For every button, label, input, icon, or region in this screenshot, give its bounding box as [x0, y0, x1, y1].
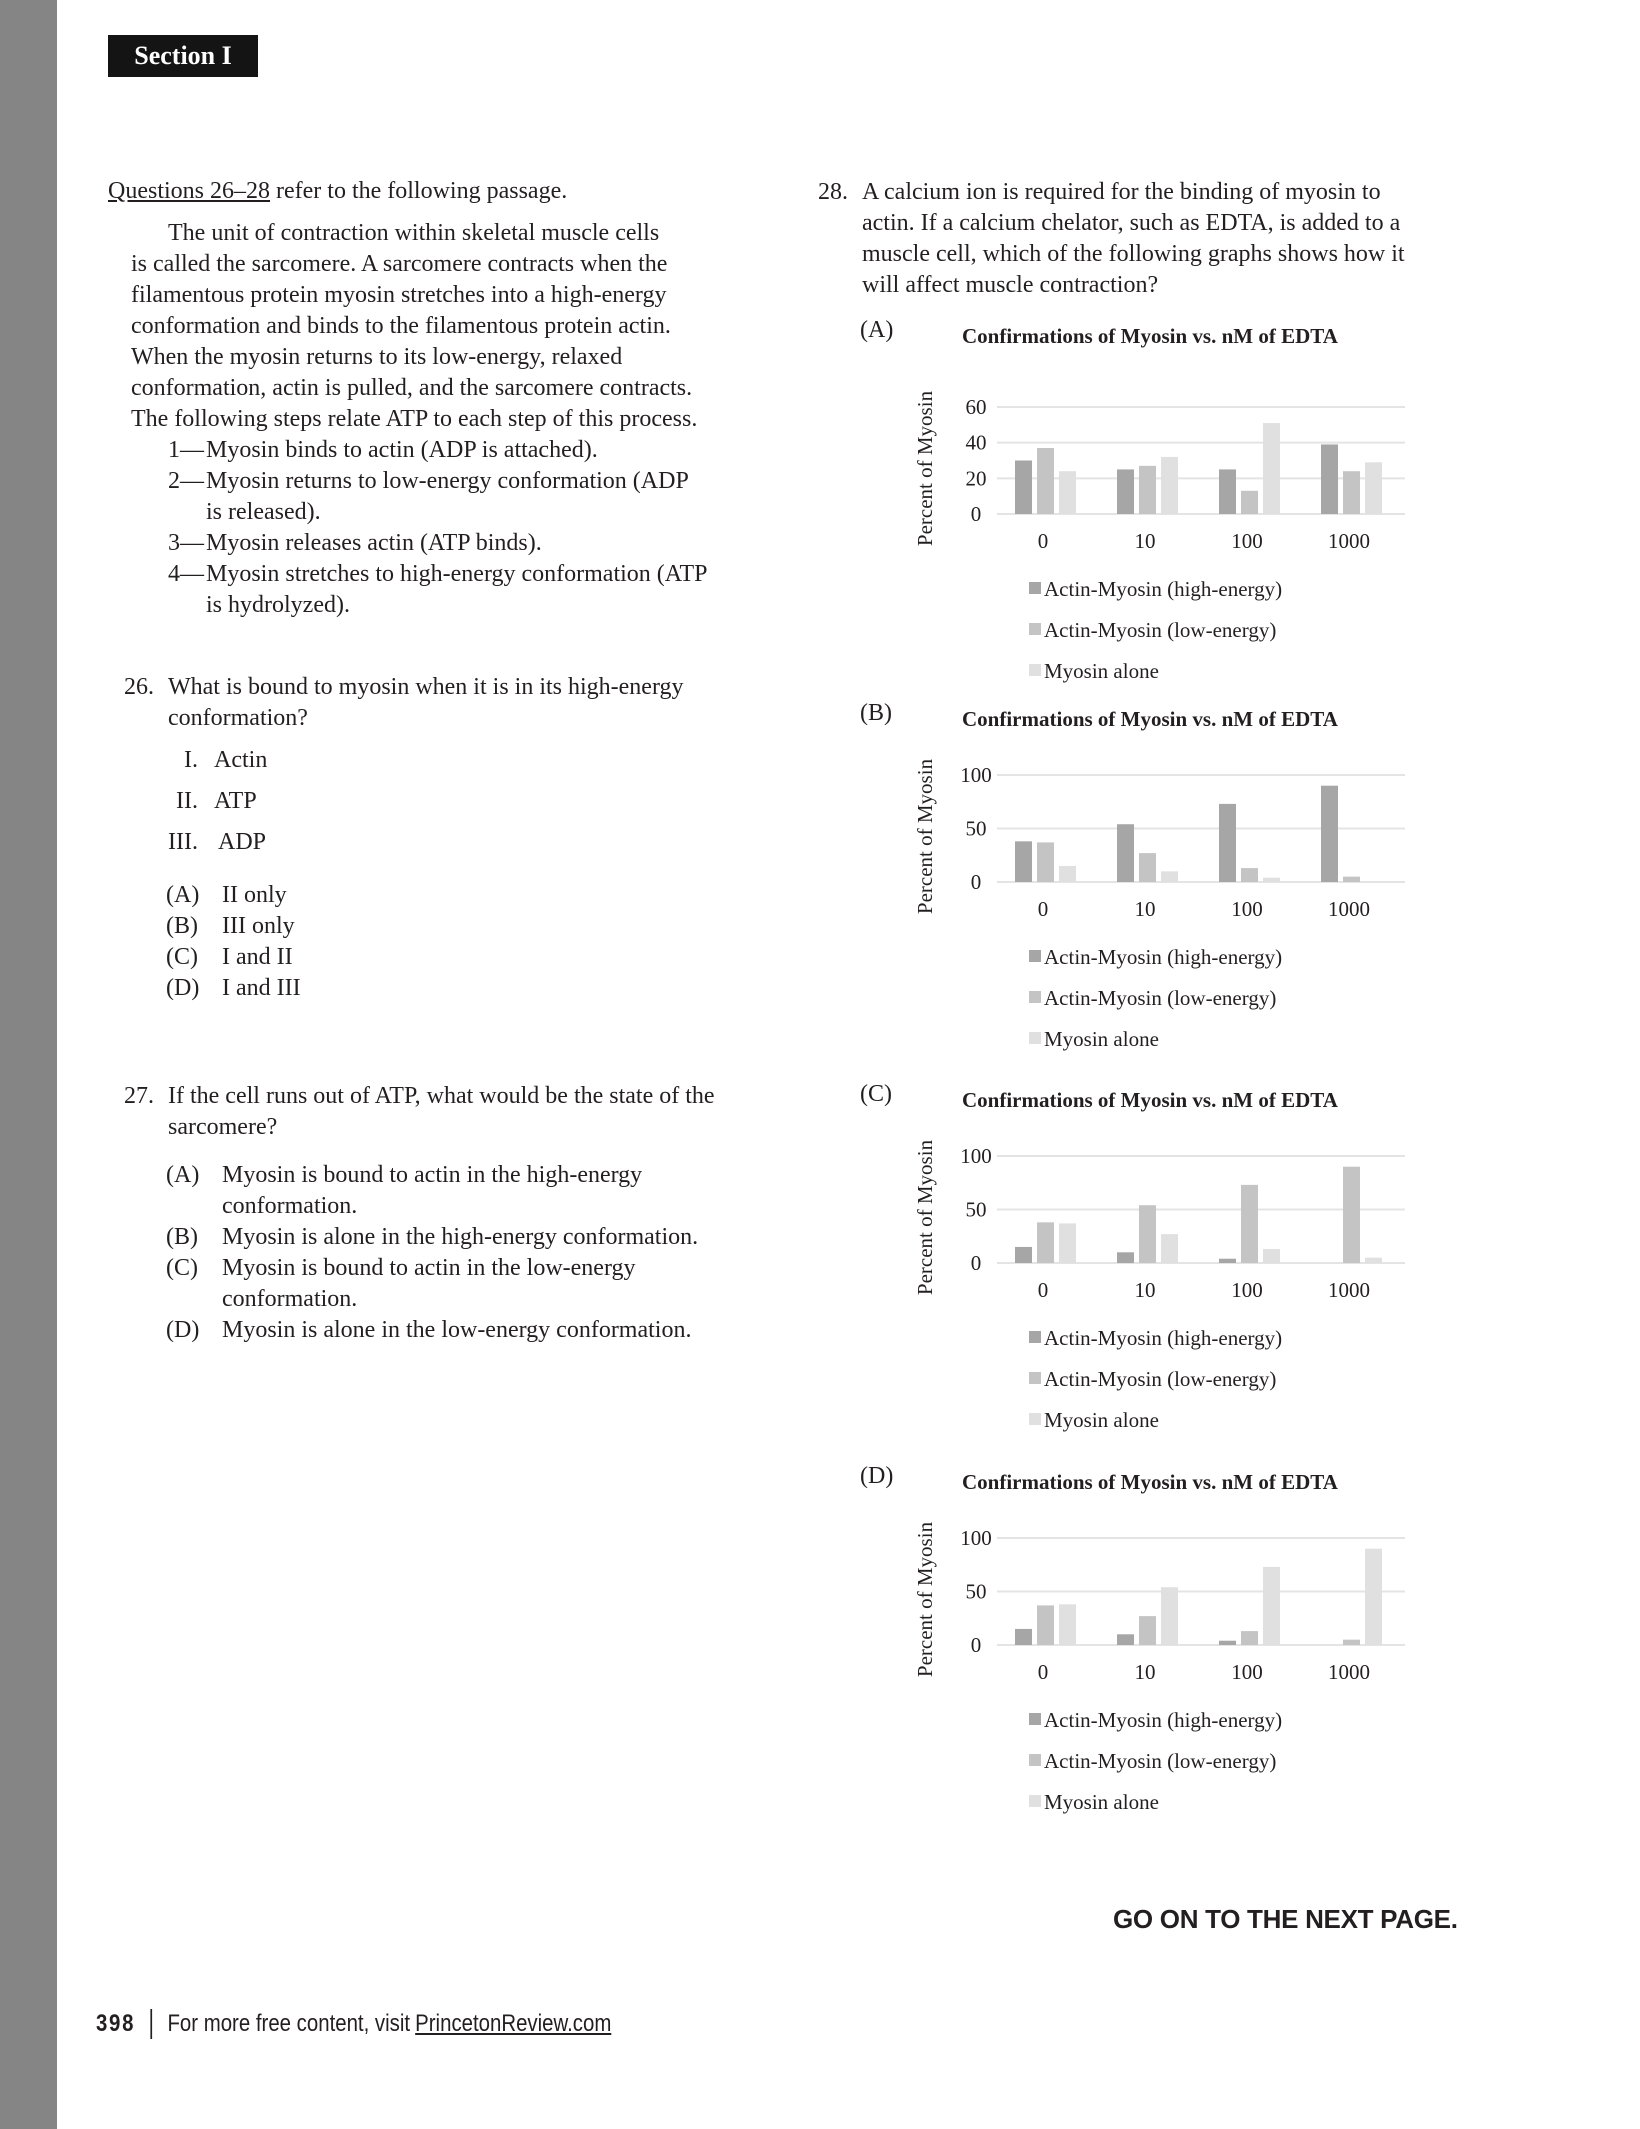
passage-line: When the myosin returns to its low-energy, relaxed	[131, 344, 623, 370]
bar	[1161, 457, 1178, 514]
x-tick-label: 1000	[1328, 529, 1370, 553]
x-tick-label: 10	[1134, 529, 1156, 553]
x-tick-label: 0	[1037, 1278, 1049, 1302]
bar	[1263, 878, 1280, 882]
bar	[1059, 866, 1076, 882]
bar	[1139, 1205, 1156, 1263]
bar	[1037, 842, 1054, 882]
bar	[1015, 1629, 1032, 1645]
chart-option-label[interactable]: (B)	[860, 700, 892, 726]
bar	[1321, 444, 1338, 514]
choice-text[interactable]: conformation.	[222, 1286, 358, 1312]
passage-line: conformation, actin is pulled, and the sarcomere contracts.	[131, 375, 693, 401]
bar	[1365, 1258, 1382, 1263]
q28-stem-line: actin. If a calcium chelator, such as EDTA, is added to a	[862, 210, 1401, 236]
q28-number: 28.	[818, 179, 848, 205]
choice-text[interactable]: Myosin is bound to actin in the high-energy	[222, 1162, 643, 1188]
q27-stem-line: If the cell runs out of ATP, what would be the state of the	[168, 1083, 715, 1109]
choice-text[interactable]: III only	[222, 913, 295, 939]
bar	[1139, 466, 1156, 514]
choice-text[interactable]: Myosin is alone in the high-energy conformation.	[222, 1224, 699, 1250]
y-tick-label: 0	[970, 1251, 982, 1275]
bar	[1161, 1587, 1178, 1645]
legend-label: Myosin alone	[1044, 1027, 1159, 1051]
q28-stem-line: muscle cell, which of the following graphs shows how it	[862, 241, 1405, 267]
passage-line: conformation and binds to the filamentous protein actin.	[131, 313, 671, 339]
page-footer	[96, 2009, 611, 2039]
step-text: is released).	[206, 499, 321, 525]
passage-line: The unit of contraction within skeletal muscle cells	[168, 220, 660, 246]
bar	[1321, 786, 1338, 882]
passage-intro	[108, 176, 567, 207]
y-tick-label: 0	[970, 870, 982, 894]
bar	[1241, 491, 1258, 514]
legend-swatch	[1029, 664, 1041, 676]
bar	[1059, 471, 1076, 514]
bar	[1343, 1167, 1360, 1263]
page-edge-strip	[0, 0, 57, 2129]
y-axis-label: Percent of Myosin	[913, 1139, 937, 1296]
step-number: 1—	[168, 437, 204, 463]
x-tick-label: 100	[1231, 897, 1263, 921]
bar	[1219, 804, 1236, 882]
x-tick-label: 1000	[1328, 1278, 1370, 1302]
legend-label: Actin-Myosin (high-energy)	[1044, 1326, 1283, 1350]
bar	[1263, 1249, 1280, 1263]
step-number: 4—	[168, 561, 204, 587]
q27-number: 27.	[124, 1083, 154, 1109]
legend-swatch	[1029, 1032, 1041, 1044]
legend-label: Myosin alone	[1044, 1790, 1159, 1814]
roman-item-text: ATP	[214, 788, 257, 814]
y-tick-label: 20	[965, 466, 987, 491]
bar	[1263, 423, 1280, 514]
step-number: 2—	[168, 468, 204, 494]
choice-letter[interactable]: (A)	[166, 1162, 200, 1188]
step-text: Myosin returns to low-energy conformation (ADP	[206, 468, 689, 494]
x-tick-label: 100	[1231, 1278, 1263, 1302]
choice-text[interactable]: Myosin is bound to actin in the low-energy	[222, 1255, 636, 1281]
bar	[1059, 1604, 1076, 1645]
choice-letter[interactable]: (C)	[166, 944, 198, 970]
footer-divider	[150, 2009, 152, 2039]
q28-stem-line: will affect muscle contraction?	[862, 272, 1159, 298]
page-number: 398	[96, 2010, 136, 2037]
choice-text[interactable]: II only	[222, 882, 287, 908]
legend-swatch	[1029, 1754, 1041, 1766]
choice-letter[interactable]: (D)	[166, 975, 200, 1001]
choice-letter[interactable]: (C)	[166, 1255, 198, 1281]
x-tick-label: 1000	[1328, 1660, 1370, 1684]
bar-chart	[900, 357, 1440, 697]
bar	[1139, 853, 1156, 882]
legend-swatch	[1029, 1331, 1041, 1343]
bar	[1015, 841, 1032, 882]
choice-text[interactable]: Myosin is alone in the low-energy conformation.	[222, 1317, 692, 1343]
bar	[1219, 1641, 1236, 1645]
passage-line: filamentous protein myosin stretches into a high-energy	[131, 282, 667, 308]
y-tick-label: 0	[970, 502, 982, 526]
section-badge: Section I	[108, 35, 258, 77]
legend-label: Actin-Myosin (high-energy)	[1044, 577, 1283, 601]
bar	[1241, 868, 1258, 882]
bar	[1059, 1223, 1076, 1263]
legend-label: Actin-Myosin (low-energy)	[1044, 618, 1277, 642]
step-text: Myosin binds to actin (ADP is attached).	[206, 437, 598, 463]
bar	[1161, 1234, 1178, 1263]
y-tick-label: 40	[965, 430, 987, 455]
x-tick-label: 10	[1134, 1660, 1156, 1684]
x-tick-label: 0	[1037, 529, 1049, 553]
bar	[1219, 1259, 1236, 1263]
step-text: is hydrolyzed).	[206, 592, 350, 618]
legend-label: Actin-Myosin (high-energy)	[1044, 945, 1283, 969]
bar	[1161, 871, 1178, 882]
bar	[1365, 1549, 1382, 1645]
legend-swatch	[1029, 1413, 1041, 1425]
footer-text: For more free content, visit	[167, 2010, 411, 2037]
roman-item-text: ADP	[218, 829, 267, 855]
legend-label: Myosin alone	[1044, 659, 1159, 683]
legend-swatch	[1029, 1795, 1041, 1807]
chart-title: Confirmations of Myosin vs. nM of EDTA	[962, 1470, 1338, 1494]
y-tick-label: 0	[970, 1633, 982, 1657]
choice-text[interactable]: I and II	[222, 944, 293, 970]
bar-chart	[900, 1121, 1440, 1461]
bar	[1117, 824, 1134, 882]
chart-title: Confirmations of Myosin vs. nM of EDTA	[962, 1088, 1338, 1112]
bar	[1139, 1616, 1156, 1645]
y-tick-label: 50	[965, 1197, 987, 1222]
legend-label: Actin-Myosin (low-energy)	[1044, 1749, 1277, 1773]
roman-numeral: III.	[168, 829, 198, 855]
bar	[1037, 448, 1054, 514]
legend-swatch	[1029, 623, 1041, 635]
legend-label: Actin-Myosin (high-energy)	[1044, 1708, 1283, 1732]
passage-intro-text: refer to the following passage.	[270, 178, 568, 204]
roman-numeral: II.	[176, 788, 198, 814]
x-tick-label: 0	[1037, 1660, 1049, 1684]
legend-swatch	[1029, 950, 1041, 962]
bar	[1241, 1185, 1258, 1263]
chart-option-label[interactable]: (A)	[860, 317, 894, 343]
legend-label: Actin-Myosin (low-energy)	[1044, 1367, 1277, 1391]
x-tick-label: 10	[1134, 897, 1156, 921]
chart-option-label[interactable]: (D)	[860, 1463, 894, 1489]
bar	[1015, 1247, 1032, 1263]
chart-option-label[interactable]: (C)	[860, 1081, 892, 1107]
legend-swatch	[1029, 991, 1041, 1003]
bar	[1343, 877, 1360, 882]
step-text: Myosin stretches to high-energy conformation (ATP	[206, 561, 708, 587]
x-tick-label: 10	[1134, 1278, 1156, 1302]
bar	[1365, 462, 1382, 514]
x-tick-label: 1000	[1328, 897, 1370, 921]
bar-chart	[900, 1503, 1440, 1843]
bar	[1117, 469, 1134, 514]
roman-item-text: Actin	[214, 747, 268, 773]
chart-title: Confirmations of Myosin vs. nM of EDTA	[962, 707, 1338, 731]
q26-stem-line: conformation?	[168, 705, 308, 731]
choice-letter[interactable]: (B)	[166, 1224, 198, 1250]
questions-range-link: Questions 26–28	[108, 178, 270, 204]
bar	[1117, 1634, 1134, 1645]
step-number: 3—	[168, 530, 204, 556]
bar	[1037, 1605, 1054, 1645]
q28-stem-line: A calcium ion is required for the binding of myosin to	[862, 179, 1381, 205]
y-tick-label: 100	[960, 763, 992, 787]
y-tick-label: 100	[960, 1144, 992, 1168]
passage-line: is called the sarcomere. A sarcomere contracts when the	[131, 251, 668, 277]
passage-line: The following steps relate ATP to each step of this process.	[131, 406, 698, 432]
legend-swatch	[1029, 582, 1041, 594]
bar	[1343, 1640, 1360, 1645]
q26-stem-line: What is bound to myosin when it is in its high-energy	[168, 674, 684, 700]
bar	[1343, 471, 1360, 514]
choice-letter[interactable]: (D)	[166, 1317, 200, 1343]
x-tick-label: 100	[1231, 529, 1263, 553]
princeton-review-link[interactable]: PrincetonReview.com	[415, 2010, 612, 2037]
x-tick-label: 100	[1231, 1660, 1263, 1684]
chart-title: Confirmations of Myosin vs. nM of EDTA	[962, 324, 1338, 348]
legend-swatch	[1029, 1713, 1041, 1725]
choice-text[interactable]: I and III	[222, 975, 301, 1001]
choice-text[interactable]: conformation.	[222, 1193, 358, 1219]
bar	[1117, 1252, 1134, 1263]
legend-swatch	[1029, 1372, 1041, 1384]
legend-label: Myosin alone	[1044, 1408, 1159, 1432]
roman-numeral: I.	[184, 747, 198, 773]
y-tick-label: 50	[965, 816, 987, 841]
bar	[1263, 1567, 1280, 1645]
legend-label: Actin-Myosin (low-energy)	[1044, 986, 1277, 1010]
bar-chart	[900, 740, 1440, 1080]
y-axis-label: Percent of Myosin	[913, 758, 937, 915]
go-on-next-page: GO ON TO THE NEXT PAGE.	[1113, 1904, 1458, 1934]
y-axis-label: Percent of Myosin	[913, 390, 937, 547]
y-tick-label: 60	[965, 395, 987, 419]
bar	[1219, 469, 1236, 514]
bar	[1037, 1222, 1054, 1263]
x-tick-label: 0	[1037, 897, 1049, 921]
bar	[1241, 1631, 1258, 1645]
y-tick-label: 100	[960, 1526, 992, 1550]
q27-stem-line: sarcomere?	[168, 1114, 278, 1140]
q26-number: 26.	[124, 674, 154, 700]
step-text: Myosin releases actin (ATP binds).	[206, 530, 542, 556]
y-tick-label: 50	[965, 1579, 987, 1604]
choice-letter[interactable]: (A)	[166, 882, 200, 908]
bar	[1015, 461, 1032, 515]
y-axis-label: Percent of Myosin	[913, 1521, 937, 1678]
choice-letter[interactable]: (B)	[166, 913, 198, 939]
